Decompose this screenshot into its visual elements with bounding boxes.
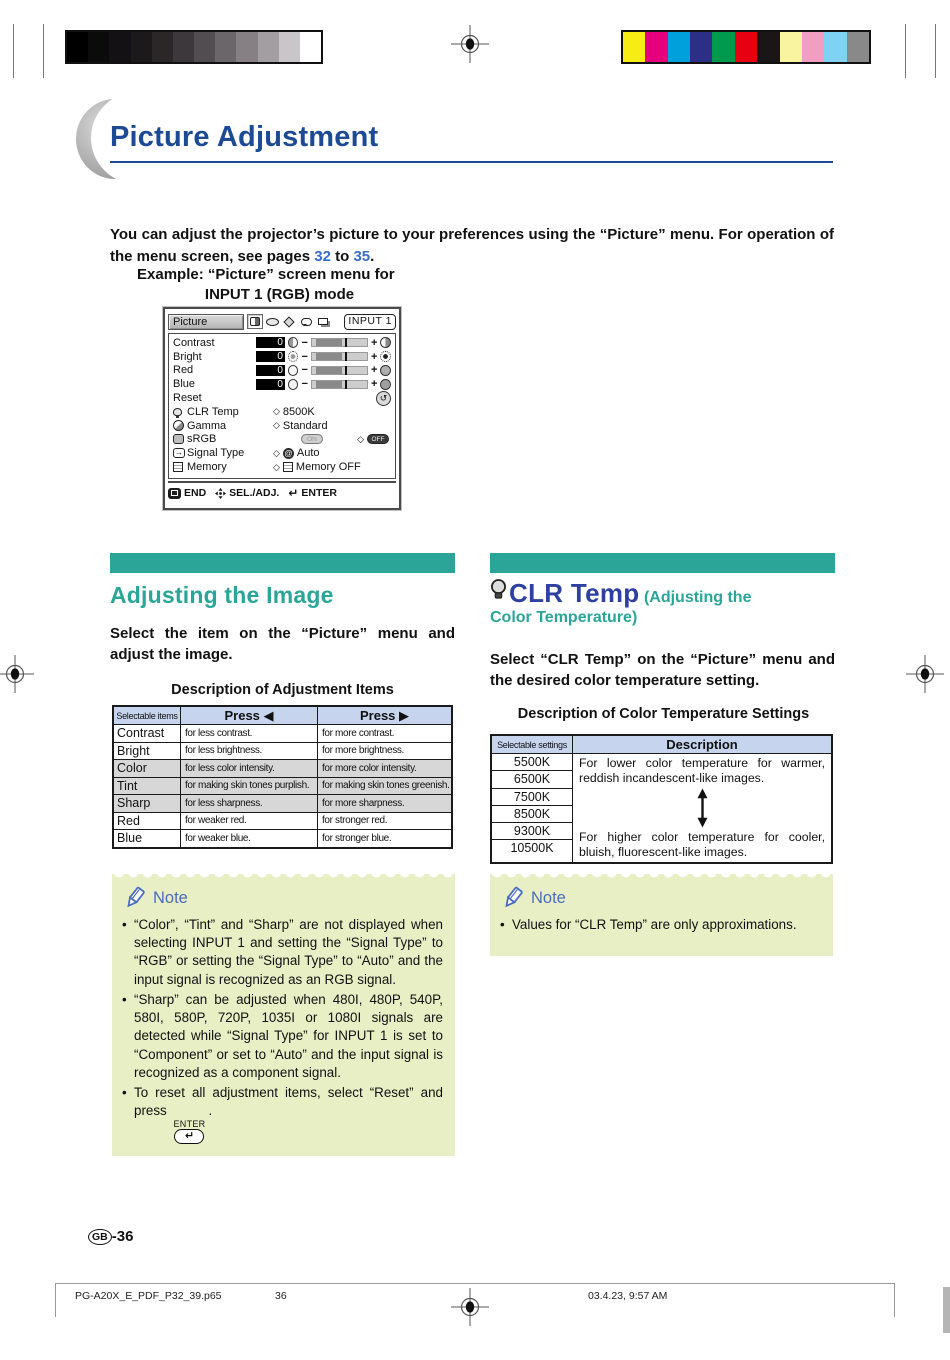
plus-sign: + <box>371 378 378 391</box>
adjustment-table-title: Description of Adjustment Items <box>171 682 394 698</box>
color-swatch <box>847 32 869 62</box>
title-rule <box>110 161 833 163</box>
color-swatch <box>712 32 734 62</box>
grayscale-swatch <box>88 32 109 62</box>
right-note-box <box>490 874 833 956</box>
slider-label: Blue <box>173 378 196 391</box>
press-left-description: for less contrast. <box>180 725 317 742</box>
clr-temp-subtitle-2: Color Temperature) <box>490 608 638 626</box>
enter-key-label: ENTER <box>173 1119 206 1130</box>
press-left-description: for less sharpness. <box>180 795 317 812</box>
cinema-tab-icon <box>264 314 280 329</box>
end-label: END <box>184 487 207 499</box>
plus-sign: + <box>371 336 378 349</box>
clr-temp-setting: 7500K <box>492 788 572 805</box>
menu-slider-row <box>173 377 391 391</box>
minus-sign: − <box>301 350 308 363</box>
color-swatch <box>668 32 690 62</box>
description-cell <box>572 754 831 862</box>
footer-tick-right <box>894 1283 895 1317</box>
slider-track <box>311 366 368 375</box>
table-row <box>114 777 451 795</box>
item-name: Contrast <box>117 726 165 741</box>
color-swatch <box>735 32 757 62</box>
description-top: For lower color temperature for warmer, reddish incandescent-like images. <box>579 756 825 785</box>
note-pencil-icon <box>499 886 525 910</box>
color-calibration-bar <box>621 30 871 64</box>
clr-temp-value: 8500K <box>282 405 315 418</box>
slider-value: 0 <box>256 337 285 348</box>
sel-adj-label: SEL./ADJ. <box>229 487 280 499</box>
crop-mark <box>13 24 14 78</box>
grayscale-swatch <box>67 32 88 62</box>
enter-key-icon: ENTER ↵ <box>173 1119 206 1143</box>
color-swatch <box>690 32 712 62</box>
slider-track <box>311 352 368 361</box>
memory-label: Memory <box>187 461 227 474</box>
adjustment-items-table <box>112 705 453 849</box>
slider-label: Bright <box>173 350 202 363</box>
menu-clr-temp-row <box>173 405 391 419</box>
page-number <box>88 1228 133 1245</box>
color-temp-table-title: Description of Color Temperature Settings <box>517 706 810 722</box>
table-header-row <box>114 707 451 724</box>
note-bullets <box>490 912 833 946</box>
reset-bullet-text: To reset all adjustment items, select “Reset” and press <box>134 1084 443 1119</box>
item-name: Red <box>117 813 140 828</box>
table-row <box>114 829 451 847</box>
color-swatch <box>802 32 824 62</box>
menu-srgb-row <box>173 433 391 447</box>
grayscale-swatch <box>152 32 173 62</box>
menu-tab-picture: Picture <box>168 314 244 330</box>
footer-datetime: 03.4.23, 9:57 AM <box>588 1290 668 1302</box>
press-left-description: for less brightness. <box>180 743 317 760</box>
reset-icon: ↺ <box>376 391 391 406</box>
clr-temp-title: CLR Temp <box>509 578 640 608</box>
enter-label: ENTER <box>301 487 338 499</box>
crop-mark <box>43 24 44 78</box>
prj-adj-tab-icon <box>315 314 331 329</box>
footer-rule <box>55 1283 895 1284</box>
clr-temp-subtitle-1: (Adjusting the <box>643 589 752 606</box>
note-title: Note <box>531 888 566 907</box>
table-row <box>114 794 451 812</box>
item-name: Blue <box>117 831 143 846</box>
diamond-marker-icon: ◇ <box>273 420 280 431</box>
color-swatch <box>780 32 802 62</box>
press-right-description: for stronger red. <box>317 813 451 830</box>
menu-example-caption <box>137 265 422 306</box>
menu-tab-bar <box>168 312 396 331</box>
menu-slider-row <box>173 336 391 350</box>
table-row <box>114 759 451 777</box>
gb-badge: GB <box>88 1229 112 1245</box>
intro-text: to <box>330 247 354 265</box>
end-key-icon <box>168 488 181 499</box>
crop-mark <box>905 24 906 78</box>
item-name: Tint <box>114 778 180 795</box>
col-header-selectable-items: Selectable items <box>114 707 180 724</box>
col-header-description: Description <box>572 736 831 754</box>
clr-temp-heading <box>490 578 840 627</box>
scan-edge-strip <box>943 1287 950 1333</box>
footer-sheet-number: 36 <box>275 1290 287 1302</box>
plus-sign: + <box>371 350 378 363</box>
slider-min-icon <box>288 379 299 390</box>
footer-filename: PG-A20X_E_PDF_P32_39.p65 <box>75 1290 222 1302</box>
slider-value: 0 <box>256 379 285 390</box>
enter-return-icon: ↵ <box>288 486 299 500</box>
menu-slider-row <box>173 350 391 364</box>
options-tab-icon <box>281 314 297 329</box>
lamp-icon <box>173 408 187 416</box>
clr-temp-setting: 9300K <box>492 822 572 839</box>
slider-label: Red <box>173 364 194 377</box>
clr-temp-lamp-icon <box>490 578 507 600</box>
note-header <box>490 874 833 912</box>
note-bullet-reset <box>122 1084 443 1144</box>
input-mode-badge: INPUT 1 <box>344 314 396 330</box>
srgb-on-pill: ON <box>301 434 323 444</box>
menu-gamma-row <box>173 419 391 433</box>
right-section-body: Select “CLR Temp” on the “Picture” menu and the desired color temperature setting. <box>490 651 835 689</box>
registration-mark-right-icon <box>906 655 944 693</box>
sel-adj-keys-icon <box>215 488 226 499</box>
press-right-description: for stronger blue. <box>317 830 451 847</box>
color-swatch <box>757 32 779 62</box>
press-right-description: for more brightness. <box>317 743 451 760</box>
clr-temp-label: CLR Temp <box>187 405 239 418</box>
press-left-description: for making skin tones purplish. <box>180 778 317 795</box>
note-pencil-icon <box>121 886 147 910</box>
clr-temp-setting: 8500K <box>492 805 572 822</box>
note-bullet: • “Sharp” can be adjusted when 480I, 480P, 540P, 580I, 580P, 720P, 1035I or 1080I signals are detected while “Signal Type” for INPUT 1 is set to “Component” or set to “Auto” and the input signal is recognized as a component signal. <box>122 991 443 1082</box>
diamond-marker-icon: ◇ <box>357 433 364 444</box>
srgb-label: sRGB <box>187 433 217 446</box>
diamond-marker-icon: ◇ <box>273 447 280 458</box>
grayscale-swatch <box>131 32 152 62</box>
signal-type-label: Signal Type <box>187 447 245 460</box>
caption-line-1: Example: “Picture” screen menu for <box>137 266 395 283</box>
slider-track <box>311 338 368 347</box>
slider-label: Contrast <box>173 336 215 349</box>
menu-reset-row <box>173 391 391 405</box>
menu-body <box>168 333 396 479</box>
updown-arrow-icon <box>696 787 709 829</box>
intro-paragraph <box>110 224 834 268</box>
intro-text: You can adjust the projector’s picture to your preferences using the “Picture” menu. For operation of the menu screen, see pages <box>110 226 834 265</box>
slider-min-icon <box>288 351 299 362</box>
gamma-icon <box>173 420 187 431</box>
clr-temp-setting: 5500K <box>513 755 551 769</box>
minus-sign: − <box>301 336 308 349</box>
press-right-description: for more color intensity. <box>317 760 451 777</box>
color-temperature-table <box>490 734 833 864</box>
menu-tab-icons <box>247 314 331 329</box>
note-bullet: • Values for “CLR Temp” are only approximations. <box>500 916 821 934</box>
minus-sign: − <box>301 378 308 391</box>
press-left-description: for less color intensity. <box>180 760 317 777</box>
note-title: Note <box>153 888 188 907</box>
picture-tab-icon <box>247 314 263 329</box>
grayscale-swatch <box>194 32 215 62</box>
left-section-heading: Adjusting the Image <box>110 582 334 608</box>
page-link-32[interactable]: 32 <box>314 247 331 265</box>
description-bottom: For higher color temperature for cooler, bluish, fluorescent-like images. <box>579 830 825 859</box>
slider-value: 0 <box>256 351 285 362</box>
note-header <box>112 874 455 912</box>
caption-line-2: INPUT 1 (RGB) mode <box>204 286 355 304</box>
page-number-value: -36 <box>111 1228 134 1245</box>
clr-temp-setting: 6500K <box>492 770 572 787</box>
col-header-press-right: Press ▶ <box>317 707 451 724</box>
picture-menu-screenshot <box>163 307 401 510</box>
page-link-35[interactable]: 35 <box>353 247 371 265</box>
footer-tick-left <box>55 1283 56 1317</box>
press-right-description: for more sharpness. <box>317 795 451 812</box>
signal-type-value: Auto <box>296 447 320 460</box>
grayscale-calibration-bar <box>65 30 323 64</box>
menu-status-bar <box>168 481 396 500</box>
reset-label: Reset <box>173 392 202 405</box>
gamma-label: Gamma <box>187 419 227 432</box>
note-bullet: • “Color”, “Tint” and “Sharp” are not displayed when selecting INPUT 1 and setting the “Signal Type” to “RGB” or setting the “Signal Type” to “Auto” and the input signal is recognized as an RGB signal. <box>122 916 443 989</box>
grayscale-swatch <box>279 32 300 62</box>
press-right-description: for making skin tones greenish. <box>317 778 451 795</box>
crop-mark <box>935 24 936 78</box>
memory-value: Memory OFF <box>295 461 361 474</box>
col-header-selectable-settings: Selectable settings <box>492 736 572 754</box>
grayscale-swatch <box>258 32 279 62</box>
table-row <box>114 812 451 830</box>
clr-temp-setting: 10500K <box>492 839 572 856</box>
table-row <box>114 724 451 742</box>
language-tab-icon <box>298 314 314 329</box>
slider-min-icon <box>288 337 299 348</box>
reset-bullet-period: . <box>208 1103 213 1119</box>
item-name: Bright <box>117 743 150 758</box>
slider-value: 0 <box>256 365 285 376</box>
slider-track <box>311 380 368 389</box>
color-swatch <box>824 32 846 62</box>
press-left-description: for weaker blue. <box>180 830 317 847</box>
grayscale-swatch <box>109 32 130 62</box>
memory-value-icon <box>283 462 293 472</box>
memory-icon <box>173 462 187 472</box>
registration-mark-top-icon <box>451 25 489 63</box>
left-section-body: Select the item on the “Picture” menu and adjust the image. <box>110 625 455 663</box>
item-name: Sharp <box>114 795 180 812</box>
menu-signal-type-row <box>173 446 391 460</box>
diamond-marker-icon: ◇ <box>273 461 280 472</box>
menu-slider-row <box>173 364 391 378</box>
signal-type-icon: → <box>175 448 183 458</box>
slider-max-icon <box>380 337 391 348</box>
settings-column <box>492 754 572 862</box>
slider-max-icon <box>380 365 391 376</box>
plus-sign: + <box>371 364 378 377</box>
col-header-press-left: Press ◀ <box>180 707 317 724</box>
slider-max-icon <box>380 379 391 390</box>
grayscale-swatch <box>215 32 236 62</box>
page-title: Picture Adjustment <box>110 121 379 153</box>
gamma-value: Standard <box>282 419 328 432</box>
left-note-box <box>112 874 455 1156</box>
registration-mark-left-icon <box>0 655 34 693</box>
auto-icon: @ <box>284 448 293 458</box>
press-right-description: for more contrast. <box>317 725 451 742</box>
press-left-description: for weaker red. <box>180 813 317 830</box>
note-bullets <box>112 912 455 1156</box>
registration-mark-bottom-icon <box>451 1288 489 1326</box>
slider-max-icon <box>380 351 391 362</box>
item-name: Color <box>114 760 180 777</box>
intro-text: . <box>370 247 375 265</box>
minus-sign: − <box>301 364 308 377</box>
color-swatch <box>645 32 667 62</box>
color-swatch <box>623 32 645 62</box>
table-row <box>114 742 451 760</box>
right-section-bar <box>490 553 835 573</box>
grayscale-swatch <box>300 32 321 62</box>
grayscale-swatch <box>236 32 257 62</box>
srgb-off-pill: OFF <box>367 434 389 444</box>
grayscale-swatch <box>173 32 194 62</box>
slider-min-icon <box>288 365 299 376</box>
menu-memory-row <box>173 460 391 474</box>
srgb-icon <box>173 434 187 444</box>
diamond-marker-icon: ◇ <box>273 406 280 417</box>
left-section-bar <box>110 553 455 573</box>
